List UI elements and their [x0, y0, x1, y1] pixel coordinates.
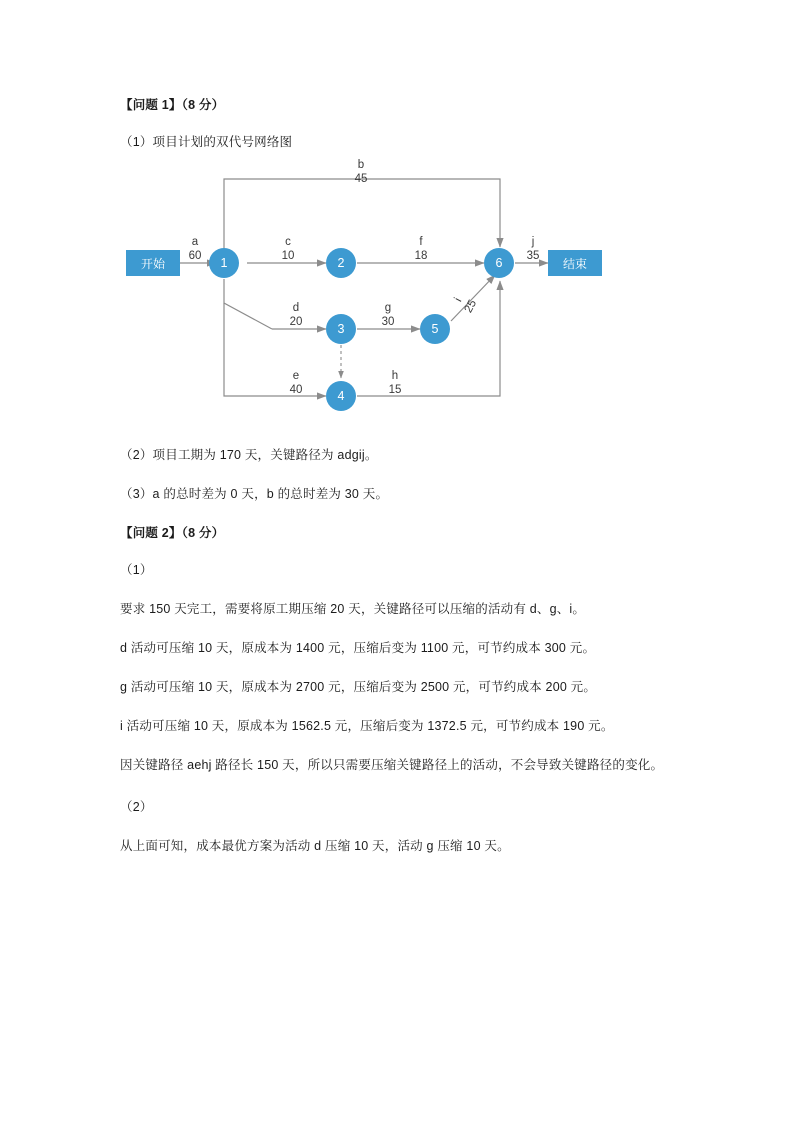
question-2-line-4: i 活动可压缩 10 天，原成本为 1562.5 元，压缩后变为 1372.5 元，可节约成本 190 元。 [120, 719, 614, 733]
question-1-item-2: （2）项目工期为 170 天，关键路径为 adgij。 [120, 448, 378, 462]
network-diagram [120, 159, 674, 431]
question-2-line-3: g 活动可压缩 10 天，原成本为 2700 元，压缩后变为 2500 元，可节约成本 200 元。 [120, 680, 597, 694]
question-2-line-1: 要求 150 天完工，需要将原工期压缩 20 天，关键路径可以压缩的活动有 d、g、i。 [120, 602, 586, 616]
edge-label-b: b 45 [354, 159, 368, 186]
question-2-line-6: 从上面可知，成本最优方案为活动 d 压缩 10 天，活动 g 压缩 10 天。 [120, 839, 510, 853]
edge-label-e: e 40 [289, 370, 303, 397]
question-1-heading: 【问题 1】（8 分） [120, 98, 225, 112]
edge-label-g: g 30 [381, 302, 395, 329]
edge-label-c: c 10 [281, 236, 295, 263]
diagram-node-6: 6 [484, 248, 514, 278]
edge-label-a: a 60 [188, 236, 202, 263]
question-2-item-1-label: （1） [120, 563, 153, 577]
diagram-start-node: 开始 [126, 250, 180, 276]
diagram-node-2: 2 [326, 248, 356, 278]
edge-label-i: i 25 [452, 295, 480, 316]
question-2-item-2-label: （2） [120, 800, 153, 814]
edge-label-f: f 18 [414, 236, 428, 263]
question-1-item-3: （3）a 的总时差为 0 天，b 的总时差为 30 天。 [120, 487, 389, 501]
diagram-node-3: 3 [326, 314, 356, 344]
edge-label-d: d 20 [289, 302, 303, 329]
diagram-node-1: 1 [209, 248, 239, 278]
edge-label-j: j 35 [526, 236, 540, 263]
diagram-end-node: 结束 [548, 250, 602, 276]
diagram-node-4: 4 [326, 381, 356, 411]
question-2-line-2: d 活动可压缩 10 天，原成本为 1400 元，压缩后变为 1100 元，可节约成本 300 元。 [120, 641, 596, 655]
question-2-line-5: 因关键路径 aehj 路径长 150 天，所以只需要压缩关键路径上的活动，不会导致关键路径的变化。 [120, 758, 664, 772]
diagram-node-5: 5 [420, 314, 450, 344]
question-1-item-1: （1）项目计划的双代号网络图 [120, 135, 293, 149]
question-2-heading: 【问题 2】（8 分） [120, 526, 225, 540]
edge-label-h: h 15 [388, 370, 402, 397]
network-diagram-canvas [120, 159, 674, 431]
